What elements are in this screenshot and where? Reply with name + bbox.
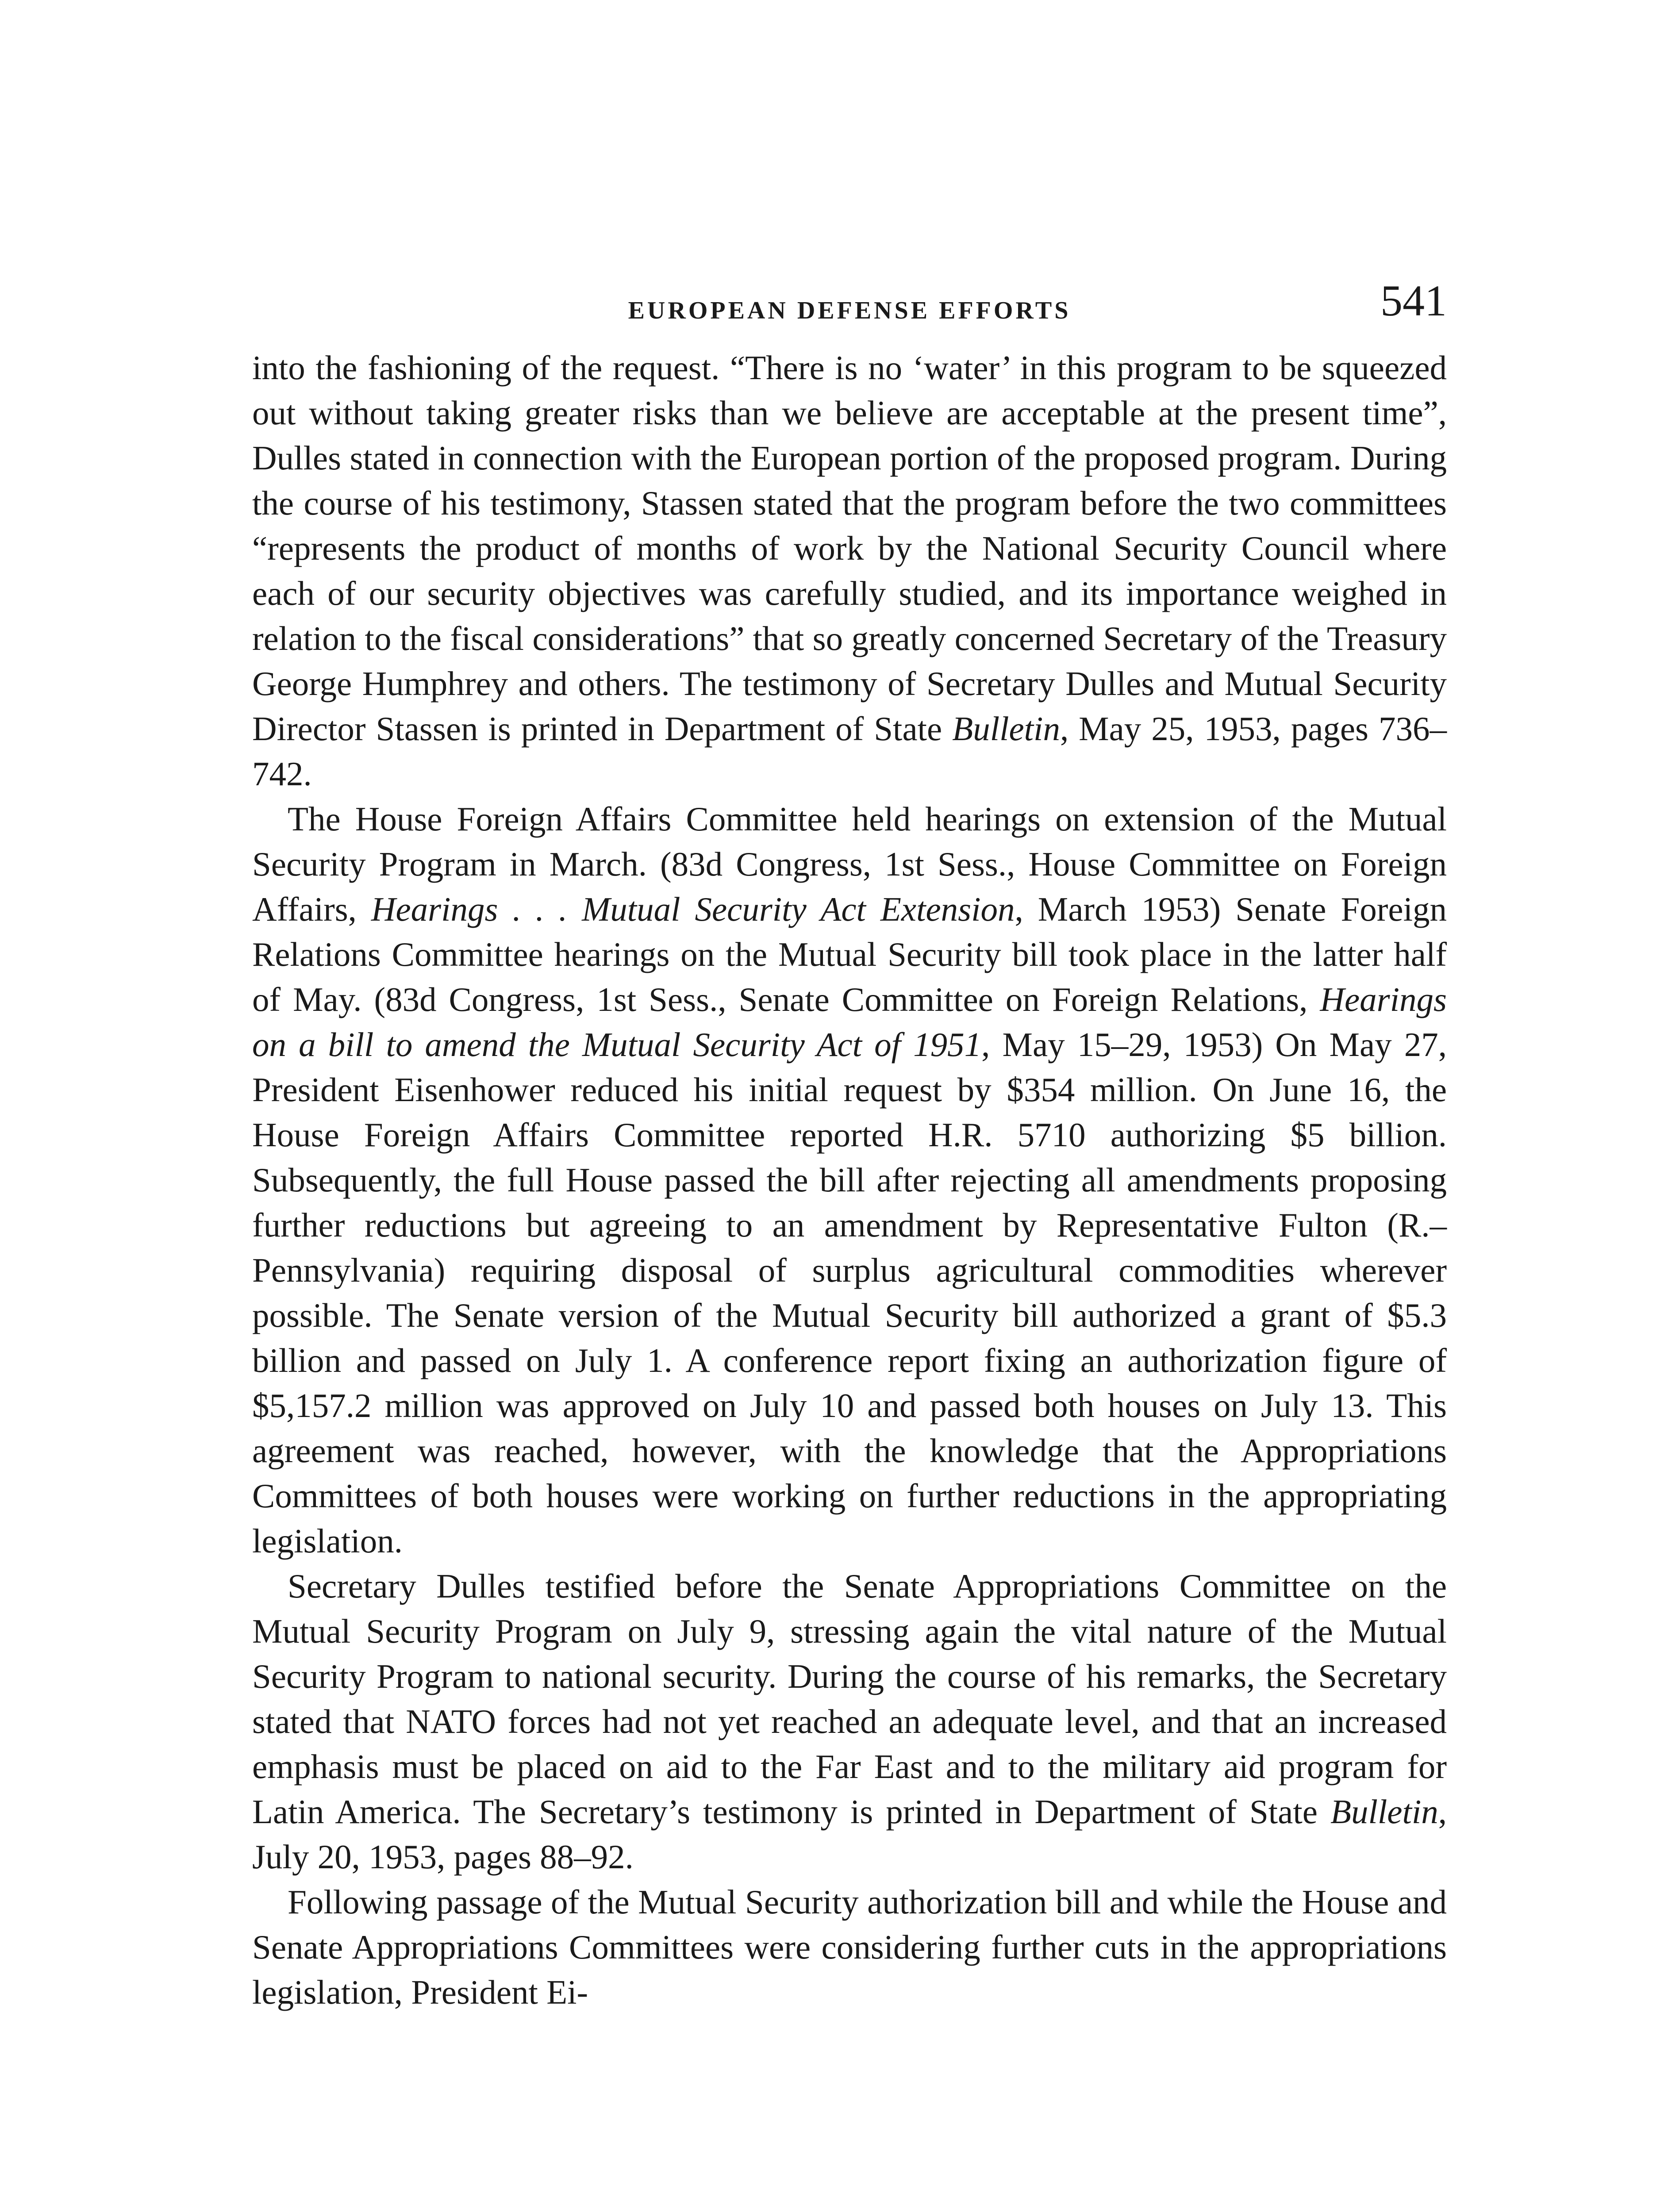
body-paragraph-2 xyxy=(252,796,1447,1563)
paragraph-text: , July 20, 1953, pages 88–92. xyxy=(252,1793,1447,1876)
paragraph-text: , May 15–29, 1953) On May 27, President Eisenhower reduced his initial request by $354 million. On June 16, the House Foreign Affairs Committee reported H.R. 5710 authorizing $5 billion. Subsequently, the full House passed the bill after rejecting all amendments proposing further reductions but agreeing to an amendment by Representative Fulton (R.–Pennsylvania) requiring disposal of surplus agricultural commodities wherever possible. The Senate version of the Mutual Security bill authorized a grant of $5.3 billion and passed on July 1. A conference report fixing an authorization figure of $5,157.2 million was approved on July 10 and passed both houses on July 13. This agreement was reached, however, with the knowledge that the Appropriations Committees of both houses were working on further reductions in the appropriating legislation. xyxy=(252,1025,1447,1560)
italic-title: Hearings on a bill to amend the Mutual Security Act of 1951 xyxy=(252,980,1447,1064)
italic-title: Hearings . . . Mutual Security Act Extension xyxy=(371,890,1015,928)
paragraph-text: Following passage of the Mutual Security authorization bill and while the House and Senate Appropriations Committees were considering further cuts in the appropriations legislation, President Ei- xyxy=(252,1883,1447,2011)
document-page xyxy=(252,276,1447,2015)
body-paragraph-3 xyxy=(252,1563,1447,1879)
paragraph-text: Secretary Dulles testified before the Senate Appropriations Committee on the Mutual Security Program on July 9, stressing again the vital nature of the Mutual Security Program to national security. During the course of his remarks, the Secretary stated that NATO forces had not yet reached an adequate level, and that an increased emphasis must be placed on aid to the Far East and to the military aid program for Latin America. The Secretary’s testimony is printed in Department of State xyxy=(252,1567,1447,1831)
page-number: 541 xyxy=(1380,276,1447,325)
body-paragraph-1 xyxy=(252,345,1447,796)
body-paragraph-4 xyxy=(252,1879,1447,2015)
running-header xyxy=(252,276,1447,345)
paragraph-text: , March 1953) Senate Foreign Relations Committee hearings on the Mutual Security bill took place in the latter half of May. (83d Congress, 1st Sess., Senate Committee on Foreign Relations, xyxy=(252,890,1447,1018)
italic-title: Bulletin xyxy=(1330,1793,1438,1831)
italic-title: Bulletin xyxy=(952,710,1060,748)
paragraph-text: , May 25, 1953, pages 736–742. xyxy=(252,710,1447,793)
paragraph-text: The House Foreign Affairs Committee held hearings on extension of the Mutual Security Program in March. (83d Congress, 1st Sess., House Committee on Foreign Affairs, xyxy=(252,800,1447,928)
paragraph-text: into the fashioning of the request. “There is no ‘water’ in this program to be squeezed out without taking greater risks than we believe are acceptable at the present time”, Dulles stated in connection with the European portion of the proposed program. During the course of his testimony, Stassen stated that the program before the two committees “represents the product of months of work by the National Security Council where each of our security objectives was carefully studied, and its importance weighed in relation to the fiscal considerations” that so greatly concerned Secretary of the Treasury George Humphrey and others. The testimony of Secretary Dulles and Mutual Security Director Stassen is printed in Department of State xyxy=(252,349,1447,748)
running-title: EUROPEAN DEFENSE EFFORTS xyxy=(628,297,1071,324)
